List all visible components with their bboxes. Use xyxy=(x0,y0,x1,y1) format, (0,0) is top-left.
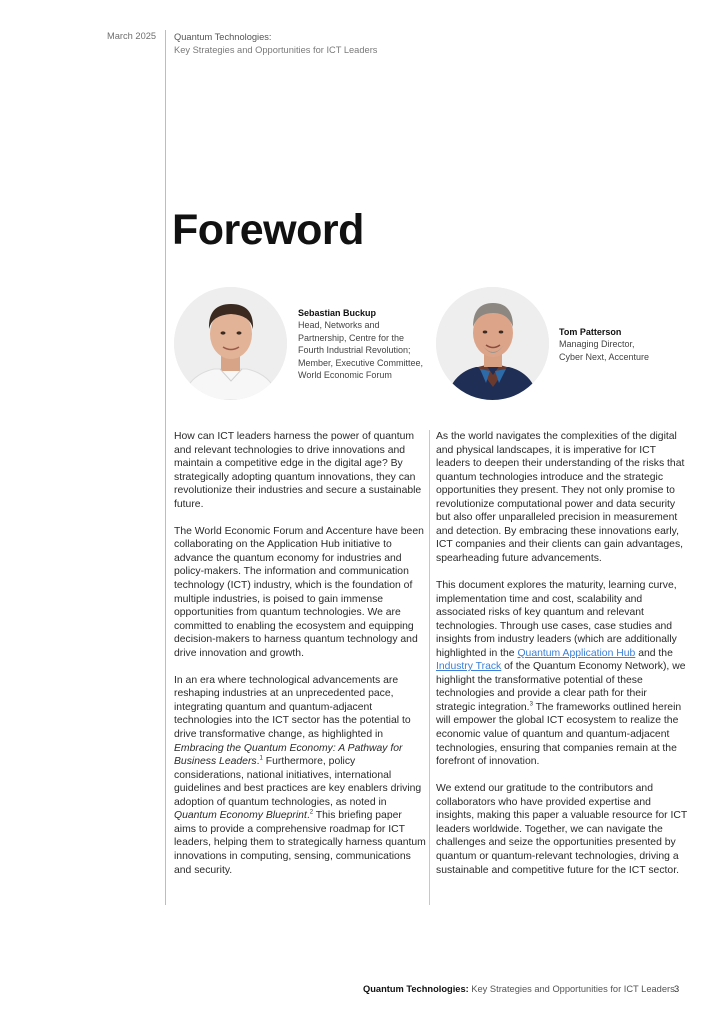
author-photo-tom-patterson xyxy=(436,287,549,400)
header-title-block xyxy=(174,31,377,56)
text-run: The frameworks outlined herein will empower the global ICT ecosystem to realize the economic value of quantum and quantum-adjacent technologies, ensuring that companies remain at the forefront of innovation. xyxy=(436,701,682,768)
text-run: This briefing paper aims to provide a comprehensive roadmap for ICT leaders, helping them to strategically harness quantum innovations in computing, sensing, communications and security. xyxy=(174,810,426,876)
author-name: Tom Patterson xyxy=(559,327,622,337)
page-title: Foreword xyxy=(172,206,364,254)
header-divider xyxy=(165,30,166,905)
author-role-line: Fourth Industrial Revolution; xyxy=(298,345,411,356)
citation-title: Quantum Economy Blueprint xyxy=(174,810,307,822)
text-run: Furthermore, policy considerations, national initiatives, international guidelines and best practices are key enablers driving adoption of quantum technologies, as noted in xyxy=(174,756,422,808)
text-run: In an era where technological advancements are reshaping industries at an unprecedented pace, integrating quantum and quantum-adjacent technologies into the ICT sector has the potential to drive transformative change, as highlighted in xyxy=(174,674,411,741)
body-column-left xyxy=(174,430,426,891)
header-subtitle: Key Strategies and Opportunities for ICT Leaders xyxy=(174,44,378,55)
industry-track-link[interactable]: Industry Track xyxy=(436,661,502,673)
author-role-line: Cyber Next, Accenture xyxy=(559,351,650,362)
author-bio-tom-patterson xyxy=(559,326,689,363)
text-run: . xyxy=(256,756,260,768)
paragraph xyxy=(174,674,426,877)
text-run: of the Quantum Economy Network), we highlight the transformative potential of these technologies and provide a clear path for their strategic integration. xyxy=(436,661,686,713)
paragraph: How can ICT leaders harness the power of quantum and relevant technologies to drive innovations and maintain a competitive edge in the digital age? By strategically adopting quantum innovations, they can revolutionize their industries and secure a sustainable future. xyxy=(174,431,422,510)
footer-title xyxy=(363,984,675,994)
footer-title-bold: Quantum Technologies: xyxy=(363,984,469,994)
header-date: March 2025 xyxy=(107,31,157,41)
paragraph: As the world navigates the complexities of the digital and physical landscapes, it is imperative for ICT leaders to deepen their understanding of the risks that quantum technologies introduce and the strategic opportunities they present. They not only promise to revolutionize computational power and data security but also offer unparalleled precision in measurement and detection. By embracing these innovations early, ICT companies and their clients can gain advantages, spearheading future advancements. xyxy=(436,431,685,564)
page-number: 3 xyxy=(674,984,680,994)
author-name: Sebastian Buckup xyxy=(298,308,377,318)
author-role-line: Head, Networks and xyxy=(298,320,380,331)
quantum-application-hub-link[interactable]: Quantum Application Hub xyxy=(517,647,636,659)
body-column-right xyxy=(436,430,688,891)
author-photo-sebastian-buckup xyxy=(174,287,287,400)
author-role-line: World Economic Forum xyxy=(298,370,392,381)
footer-title-rest: Key Strategies and Opportunities for ICT Leaders xyxy=(468,984,675,994)
citation-title: Embracing the Quantum Economy: A Pathway for Business Leaders xyxy=(174,742,403,768)
footnote-ref[interactable]: 1 xyxy=(259,755,263,762)
text-run: This document explores the maturity, learning curve, implementation time and cost, scalability and associated risks of key quantum and relevant technologies. Through use cases, case studies and insights from industry leaders (which are additionally highlighted in the xyxy=(436,580,677,659)
footnote-ref[interactable]: 3 xyxy=(529,701,533,708)
text-run: and the xyxy=(635,647,673,659)
paragraph xyxy=(436,579,688,769)
author-bio-sebastian-buckup xyxy=(298,307,428,381)
column-divider xyxy=(429,430,430,905)
header-title: Quantum Technologies: xyxy=(174,32,272,42)
author-role-line: Managing Director, xyxy=(559,339,635,350)
text-run: . xyxy=(306,810,310,822)
paragraph: The World Economic Forum and Accenture have been collaborating on the Application Hub initiative to advance the quantum economy for industries and policy-makers. The information and communication technology (ICT) industry, which is the foundation of multiple industries, is poised to gain immense opportunities from quantum technologies. We are committed to enabling the ecosystem and equipping decision-makers to harness quantum technology and drive innovation and growth. xyxy=(174,525,424,659)
footnote-ref[interactable]: 2 xyxy=(309,809,314,816)
author-role-line: Partnership, Centre for the xyxy=(298,332,405,343)
author-role-line: Member, Executive Committee, xyxy=(298,357,424,368)
paragraph: We extend our gratitude to the contributors and collaborators who have provided expertise and insights, making this paper a valuable resource for ICT leaders worldwide. Together, we can navigate the challenges and seize the opportunities presented by quantum or quantum-relevant technologies, driving a sustainable and competitive future for the ICT sector. xyxy=(436,783,688,876)
